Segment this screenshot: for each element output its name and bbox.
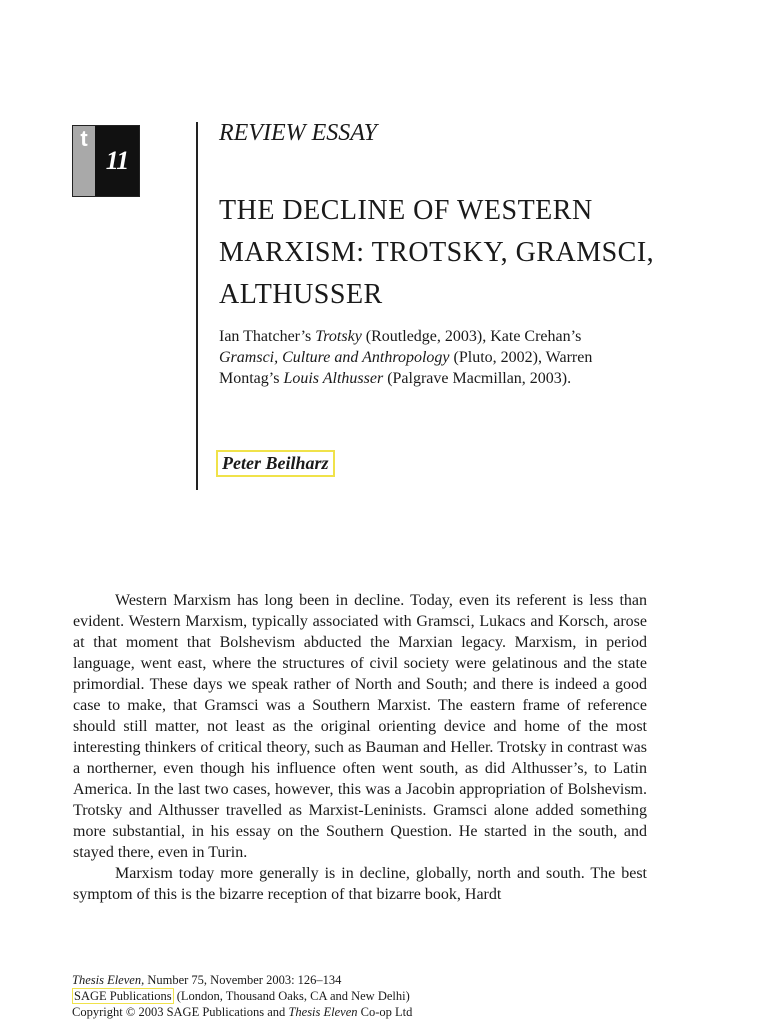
copyright-journal: Thesis Eleven xyxy=(288,1005,358,1019)
paragraph: Marxism today more generally is in decline, globally, north and south. The best symptom of this is the bizarre reception of that bizarre book, Hardt xyxy=(73,865,647,903)
book-title-althusser: Louis Althusser xyxy=(283,370,384,387)
journal-name: Thesis Eleven xyxy=(72,973,142,987)
logo-t-glyph: t xyxy=(73,126,95,196)
author-name[interactable]: Peter Beilharz xyxy=(216,450,335,477)
books-text-2: (Routledge, 2003), Kate Crehan’s xyxy=(361,328,582,345)
copyright-line xyxy=(72,1004,672,1020)
vertical-rule xyxy=(196,122,198,490)
journal-logo xyxy=(72,125,140,197)
article-body xyxy=(73,590,647,905)
book-title-trotsky: Trotsky xyxy=(315,328,362,345)
journal-citation xyxy=(72,972,672,988)
reviewed-books xyxy=(219,326,619,389)
section-kicker: REVIEW ESSAY xyxy=(219,120,377,146)
books-text-1: Ian Thatcher’s xyxy=(219,328,316,345)
books-text-3: (Pluto, 2002), Warren Montag’s xyxy=(219,349,593,387)
book-title-gramsci: Gramsci, Culture and Anthropology xyxy=(219,349,450,366)
copyright-prefix: Copyright © 2003 SAGE Publications and xyxy=(72,1005,289,1019)
citation-footer xyxy=(72,972,672,1020)
paragraph: Western Marxism has long been in decline. Today, even its referent is less than evident. Western Marxism, typically associated with Gramsci, Lukacs and Korsch, arose at that moment that Bolshevism abducted the Marxian legacy. Marxism, in period language, went east, where the structures of civil society were gelatinous and the state primordial. These days we speak rather of North and South; and there is indeed a good case to make, that Gramsci was a Southern Marxist. The eastern frame of reference should still matter, not least as the original orienting device and home of the most interesting thinkers of critical theory, such as Bauman and Heller. Trotsky in contrast was a northerner, even though his influence often went south, as did Althusser’s, to Latin America. In the last two cases, however, this was a Jacobin appropriation of Bolshevism. Trotsky and Althusser travelled as Marxist-Leninists. Gramsci alone added something more substantial, in his essay on the Southern Question. He started in the south, and stayed there, even in Turin. xyxy=(73,592,647,861)
publisher-location: (London, Thousand Oaks, CA and New Delhi) xyxy=(173,989,410,1003)
books-text-4: (Palgrave Macmillan, 2003). xyxy=(383,370,572,387)
logo-11-glyph: 11 xyxy=(95,126,139,196)
issue-info: , Number 75, November 2003: 126–134 xyxy=(141,973,342,987)
copyright-suffix: Co-op Ltd xyxy=(357,1005,413,1019)
publisher-link[interactable]: SAGE Publications xyxy=(74,989,172,1003)
publisher-line xyxy=(72,988,672,1004)
article-title: THE DECLINE OF WESTERN MARXISM: TROTSKY, GRAMSCI, ALTHUSSER xyxy=(219,195,655,310)
